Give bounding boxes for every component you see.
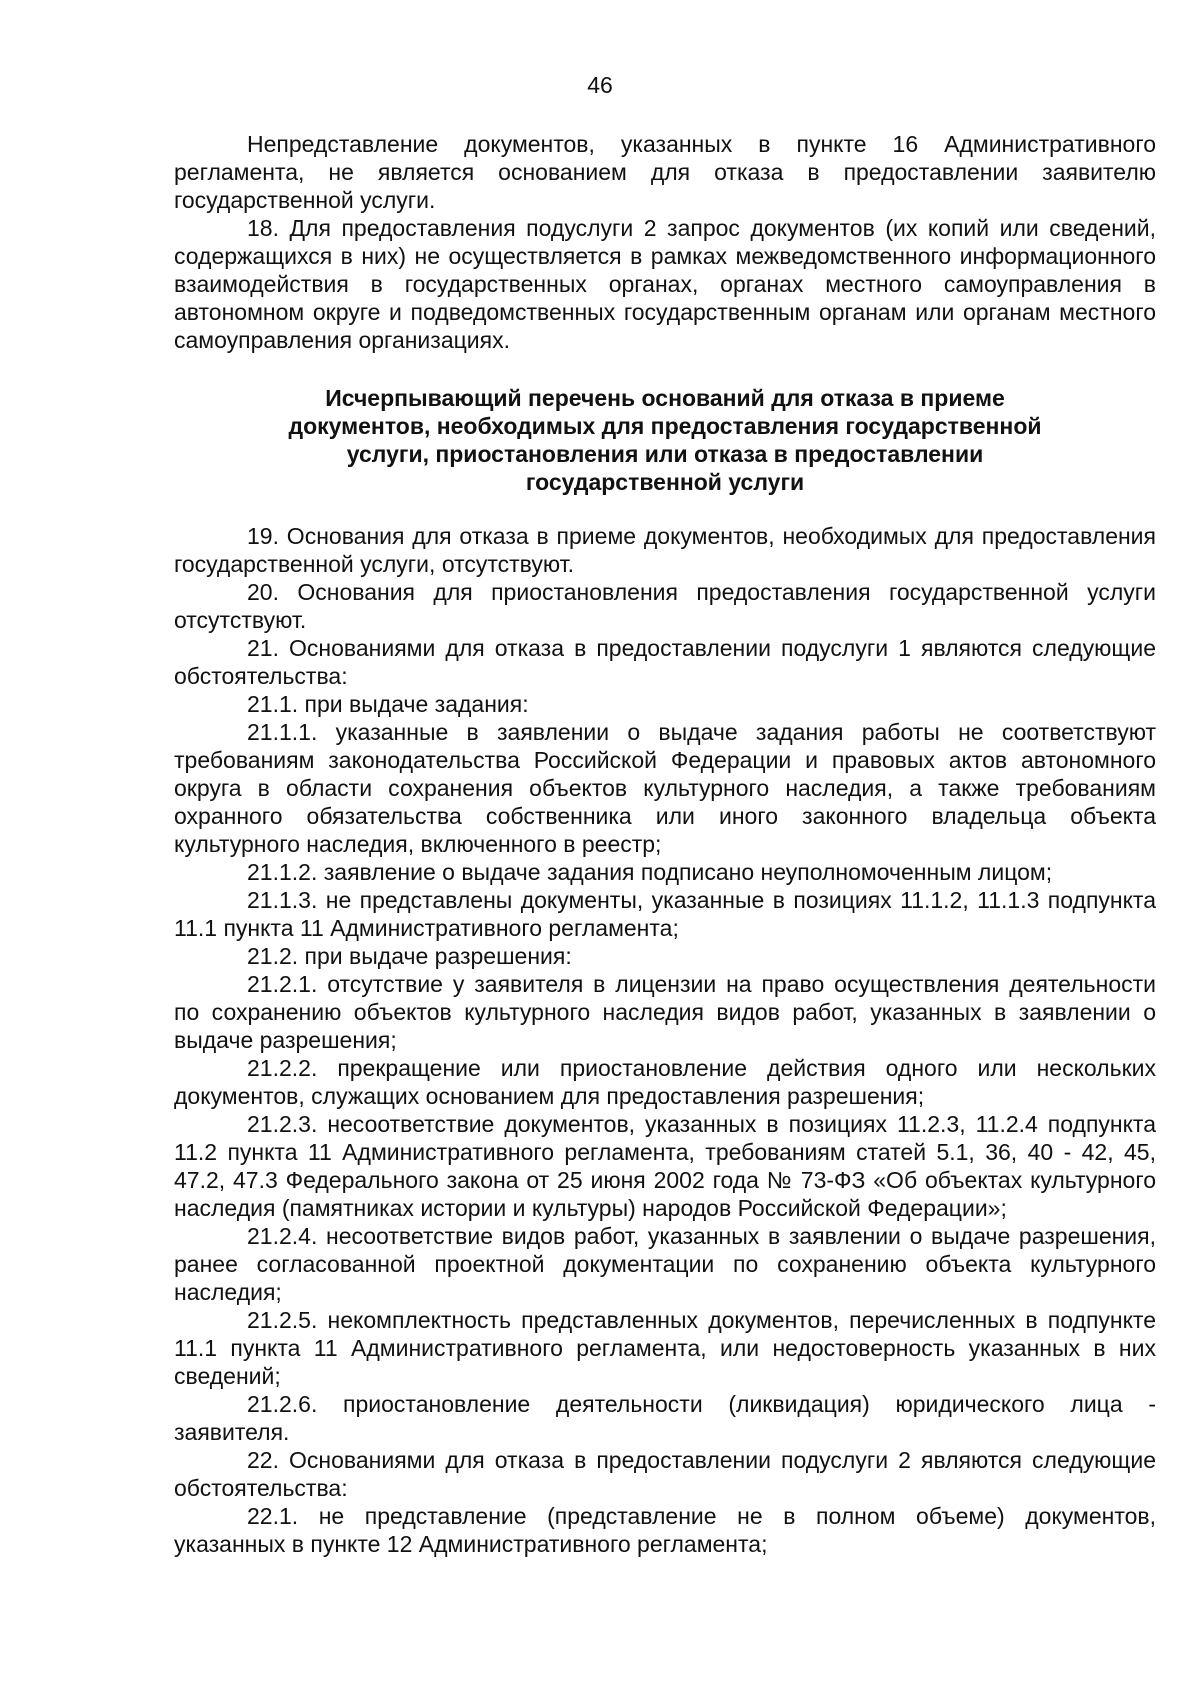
paragraph: 21.1.1. указанные в заявлении о выдаче задания работы не соответствуют требованиям законодательства Российской Федерации и правовых актов автономного округа в области сохранения объектов культурного наследия, а также требованиям охранного обязательства собственника или иного законного владельца объекта культурного наследия, включенного в реестр; <box>174 719 1156 857</box>
paragraph: 21.2.2. прекращение или приостановление действия одного или нескольких документов, служащих основанием для предоставления разрешения; <box>174 1055 1156 1109</box>
paragraph: 21.2.4. несоответствие видов работ, указанных в заявлении о выдаче разрешения, ранее согласованной проектной документации по сохранению объекта культурного наследия; <box>174 1223 1156 1305</box>
paragraph: Непредставление документов, указанных в пункте 16 Административного регламента, не является основанием для отказа в предоставлении заявителю государственной услуги. <box>174 131 1156 213</box>
page-number: 46 <box>587 72 613 98</box>
paragraph: 18. Для предоставления подуслуги 2 запрос документов (их копий или сведений, содержащихся в них) не осуществляется в рамках межведомственного информационного взаимодействия в государственных органах, органах местного самоуправления в автономном округе и подведомственных государственным органам или органам местного самоуправления организациях. <box>174 215 1156 353</box>
paragraph: 19. Основания для отказа в приеме документов, необходимых для предоставления государственной услуги, отсутствуют. <box>174 523 1156 577</box>
paragraph: 21.2.5. некомплектность представленных документов, перечисленных в подпункте 11.1 пункта 11 Административного регламента, или недостоверность указанных в них сведений; <box>174 1307 1156 1389</box>
grounds-paragraphs <box>174 522 1156 1558</box>
paragraph: 21.2.1. отсутствие у заявителя в лицензии на право осуществления деятельности по сохранению объектов культурного наследия видов работ, указанных в заявлении о выдаче разрешения; <box>174 971 1156 1053</box>
paragraph: 21.1.2. заявление о выдаче задания подписано неуполномоченным лицом; <box>247 859 1053 885</box>
paragraph: 21.1.3. не представлены документы, указанные в позициях 11.1.2, 11.1.3 подпункта 11.1 пункта 11 Административного регламента; <box>174 887 1156 941</box>
paragraph: 21.2. при выдаче разрешения: <box>247 943 572 969</box>
paragraph: 21. Основаниями для отказа в предоставлении подуслуги 1 являются следующие обстоятельства: <box>174 635 1156 689</box>
intro-paragraphs <box>174 130 1156 354</box>
paragraph: 21.2.3. несоответствие документов, указанных в позициях 11.2.3, 11.2.4 подпункта 11.2 пункта 11 Административного регламента, требованиям статей 5.1, 36, 40 - 42, 45, 47.2, 47.3 Федерального закона от 25 июня 2002 года № 73-ФЗ «Об объектах культурного наследия (памятниках истории и культуры) народов Российской Федерации»; <box>174 1111 1156 1221</box>
section-heading: Исчерпывающий перечень оснований для отказа в приеме документов, необходимых для предоставления государственной услуги, приостановления или отказа в предоставлении государственной услуги <box>288 385 1042 495</box>
paragraph: 22.1. не представление (представление не в полном объеме) документов, указанных в пункте 12 Административного регламента; <box>174 1503 1156 1557</box>
paragraph: 22. Основаниями для отказа в предоставлении подуслуги 2 являются следующие обстоятельства: <box>174 1447 1156 1501</box>
paragraph: 20. Основания для приостановления предоставления государственной услуги отсутствуют. <box>174 579 1156 633</box>
paragraph: 21.1. при выдаче задания: <box>247 691 529 717</box>
paragraph: 21.2.6. приостановление деятельности (ликвидация) юридического лица - заявителя. <box>174 1391 1156 1445</box>
